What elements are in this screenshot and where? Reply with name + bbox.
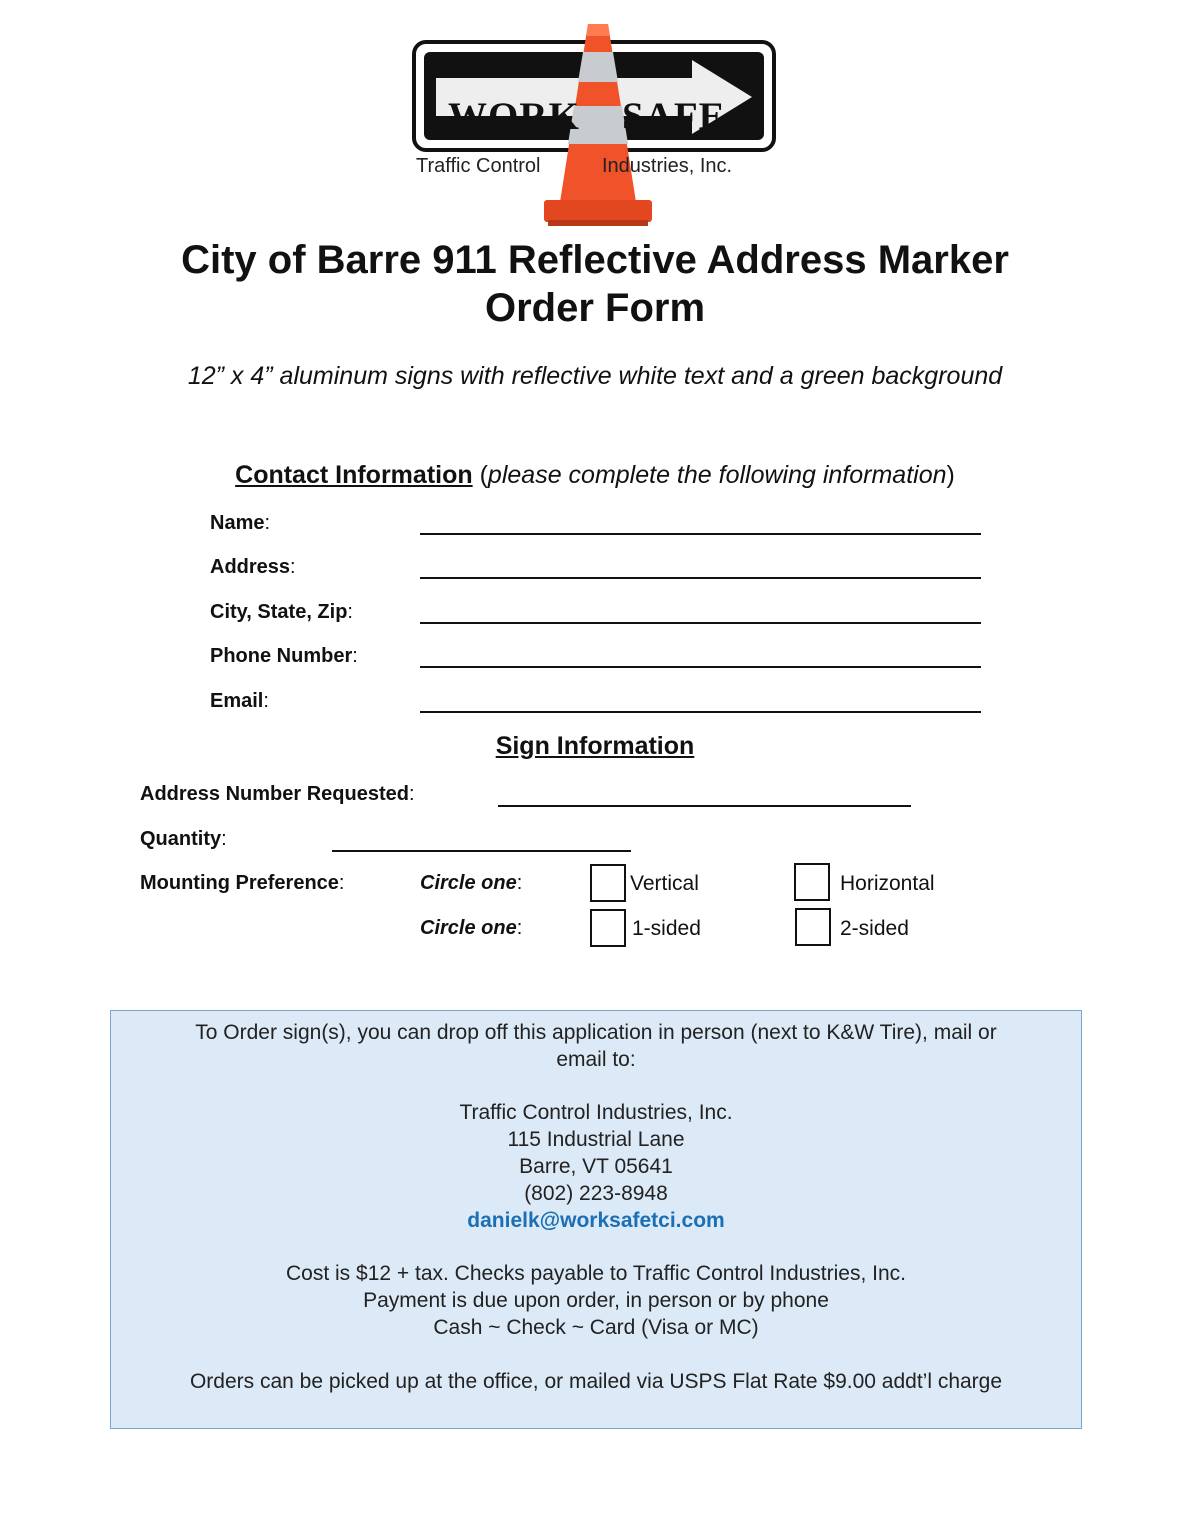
email-label: Email: — [210, 690, 269, 712]
two-sided-checkbox[interactable] — [795, 908, 831, 946]
contact-heading-paren: (please complete the following information) — [479, 461, 955, 489]
email-field[interactable] — [420, 711, 981, 713]
circle-one-label-row2: Circle one: — [420, 917, 523, 939]
address-number-label: Address Number Requested: — [140, 783, 415, 805]
quantity-field[interactable] — [332, 850, 631, 852]
vertical-option-label: Vertical — [630, 872, 699, 895]
city-state-zip-label-text: City, State, Zip — [210, 601, 348, 623]
info-email-link[interactable]: danielk@worksafetci.com — [467, 1209, 725, 1232]
info-cost: Cost is $12 + tax. Checks payable to Traffic Control Industries, Inc. — [286, 1262, 906, 1285]
horizontal-option-label: Horizontal — [840, 872, 935, 895]
worksafe-logo — [412, 22, 778, 228]
page-subtitle: 12” x 4” aluminum signs with reflective white text and a green background — [187, 362, 1003, 390]
vertical-checkbox[interactable] — [590, 864, 626, 902]
city-state-zip-label: City, State, Zip: — [210, 601, 353, 623]
name-label-text: Name — [210, 512, 265, 534]
contact-heading-note: please complete the following information — [487, 461, 947, 489]
mounting-label-text: Mounting Preference — [140, 872, 339, 894]
info-payment: Payment is due upon order, in person or by phone — [363, 1289, 829, 1312]
address-number-label-text: Address Number Requested — [140, 783, 409, 805]
horizontal-checkbox[interactable] — [794, 863, 830, 901]
info-methods: Cash ~ Check ~ Card (Visa or MC) — [433, 1316, 759, 1339]
circle-one-text-row1: Circle one — [420, 872, 517, 894]
quantity-label-text: Quantity — [140, 828, 222, 850]
phone-label: Phone Number: — [210, 645, 358, 667]
logo-subtext-right: Industries, Inc. — [602, 155, 733, 177]
quantity-label: Quantity: — [140, 828, 227, 850]
name-label: Name: — [210, 512, 271, 534]
logo-word-safe: SAFE — [622, 95, 726, 138]
phone-field[interactable] — [420, 666, 981, 668]
contact-heading-title: Contact Information — [235, 461, 473, 489]
logo-word-work: WORK — [448, 95, 580, 138]
address-label: Address: — [210, 556, 296, 578]
logo-subtext-left: Traffic Control — [416, 155, 541, 177]
address-number-field[interactable] — [498, 805, 911, 807]
sign-heading: Sign Information — [495, 732, 695, 760]
address-label-text: Address — [210, 556, 291, 578]
order-info-box — [110, 1010, 1082, 1429]
page-title-line2: Order Form — [484, 286, 706, 330]
email-label-text: Email — [210, 690, 264, 712]
info-company: Traffic Control Industries, Inc. — [459, 1101, 733, 1124]
circle-one-label-row1: Circle one: — [420, 872, 523, 894]
name-field[interactable] — [420, 533, 981, 535]
mounting-label: Mounting Preference: — [140, 872, 345, 894]
info-city: Barre, VT 05641 — [519, 1155, 673, 1178]
circle-one-text-row2: Circle one — [420, 917, 517, 939]
info-intro-line1: To Order sign(s), you can drop off this application in person (next to K&W Tire), mail or — [195, 1021, 997, 1044]
two-sided-option-label: 2-sided — [840, 917, 909, 940]
contact-heading — [0, 461, 1190, 490]
one-sided-option-label: 1-sided — [632, 917, 701, 940]
info-pickup: Orders can be picked up at the office, or mailed via USPS Flat Rate $9.00 addt’l charge — [189, 1370, 1003, 1393]
info-street: 115 Industrial Lane — [507, 1128, 685, 1151]
info-phone: (802) 223-8948 — [524, 1182, 668, 1205]
phone-label-text: Phone Number — [210, 645, 353, 667]
page-title-line1: City of Barre 911 Reflective Address Marker — [181, 238, 1009, 282]
city-state-zip-field[interactable] — [420, 622, 981, 624]
address-field[interactable] — [420, 577, 981, 579]
one-sided-checkbox[interactable] — [590, 909, 626, 947]
info-intro-line2: email to: — [556, 1048, 636, 1071]
